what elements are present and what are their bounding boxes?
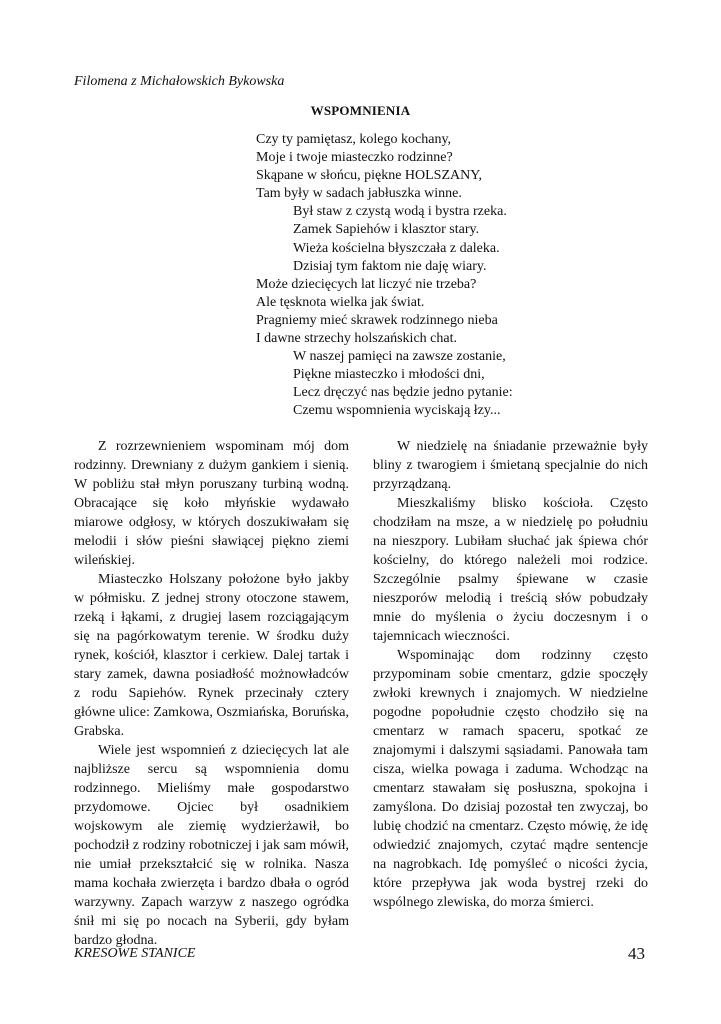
poem-line: Pragniemy mieć skrawek rodzinnego nieba [256, 312, 498, 328]
paragraph: W niedzielę na śniadanie przeważnie były bliny z twarogiem i śmietaną specjalnie do nich przyrządzaną. [373, 439, 648, 492]
poem-line: W naszej pamięci na zawsze zostanie, [293, 349, 506, 365]
poem-line: Zamek Sapiehów i klasztor stary. [293, 222, 480, 238]
author-name: Filomena z Michałowskich Bykowska [74, 74, 285, 89]
paragraph: Z rozrzewnieniem wspominam mój dom rodzinny. Drewniany z dużym gankiem i sienią. W pobliżu stał młyn poruszany turbiną wodną. Obracające się koło młyńskie wydawało miarowe odgłosy, w których doszukiwałam się melodii i słów pieśni sławiącej piękno ziemi wileńskiej. [74, 439, 349, 568]
poem-line: Piękne miasteczko i młodości dni, [293, 367, 485, 383]
poem-line: Czy ty pamiętasz, kolego kochany, [256, 132, 452, 147]
paragraph: Miasteczko Holszany położone było jakby w półmisku. Z jednej strony otoczone stawem, rzeką i łąkami, z drugiej lasem rozciągającym się na pagórkowatym terenie. W środku duży rynek, kościół, klasztor i cerkiew. Dalej tartak i stary zamek, dawna posiadłość możnowładców z rodu Sapiehów. Rynek przecinały cztery główne ulice: Zamkowa, Oszmiańska, Boruńska, Grabska. [74, 572, 349, 739]
article-title: WSPOMNIENIA [310, 103, 411, 118]
poem-line: Dzisiaj tym faktom nie daję wiary. [293, 258, 487, 274]
poem-line: Może dziecięcych lat liczyć nie trzeba? [256, 276, 477, 292]
paragraph: Wiele jest wspomnień z dziecięcych lat ale najbliższe sercu są wspomnienia domu rodzinnego. Mieliśmy małe gospodarstwo przydomowe. Ojciec był osadnikiem wojskowym ale ziemię wydzierżawił, bo pochodził z rodziny robotniczej i jak sam mówił, nie umiał przekształcić się w rolnika. Nasza mama kochała zwierzęta i bardzo dbała o ogród warzywny. Zapach warzyw z naszego ogródka śnił mi się po nocach na Syberii, gdy byłam bardzo głodna. [74, 743, 349, 948]
poem [256, 131, 513, 421]
poem-line: Skąpane w słońcu, piękne HOLSZANY, [256, 168, 483, 184]
paragraph: Mieszkaliśmy blisko kościoła. Często chodziłam na msze, a w niedzielę po południu na nieszpory. Lubiłam słuchać jak śpiewa chór kościelny, do którego należeli moi rodzice. Szczególnie psalmy śpiewane w czasie nieszporów melodią i treścią słów pobudzały mnie do myślenia o życiu doczesnym i o tajemnicach wieczności. [373, 496, 648, 644]
page-number: 43 [628, 944, 645, 963]
poem-line: Moje i twoje miasteczko rodzinne? [256, 150, 453, 166]
poem-line: Tam były w sadach jabłuszka winne. [256, 186, 462, 202]
journal-name: KRESOWE STANICE [74, 946, 196, 961]
left-column [74, 437, 349, 950]
poem-line: I dawne strzechy holszańskich chat. [256, 331, 457, 347]
poem-line: Lecz dręczyć nas będzie jedno pytanie: [293, 385, 513, 401]
poem-line: Był staw z czystą wodą i bystra rzeka. [293, 204, 507, 220]
right-column [373, 437, 648, 912]
poem-line: Ale tęsknota wielka jak świat. [256, 294, 425, 310]
poem-line: Wieża kościelna błyszczała z daleka. [293, 240, 500, 256]
paragraph: Wspominając dom rodzinny często przypominam sobie cmentarz, gdzie spoczęły zwłoki krewnych i znajomych. W niedzielne pogodne popołudnie często chodziło się na cmentarz w ramach spaceru, spotkać ze znajomymi i dalszymi sąsiadami. Panowała tam cisza, wielka powaga i zaduma. Wchodząc na cmentarz stawałam się posłuszna, spokojna i zamyślona. Do dzisiaj pozostał ten zwyczaj, bo lubię chodzić na cmentarz. Często mówię, że idę odwiedzić znajomych, czytać mądre sentencje na nagrobkach. Idę pomyśleć o nicości życia, które przepływa jak woda bystrej rzeki do wspólnego zlewiska, do morza śmierci. [373, 648, 648, 910]
poem-line: Czemu wspomnienia wyciskają łzy... [293, 403, 501, 419]
